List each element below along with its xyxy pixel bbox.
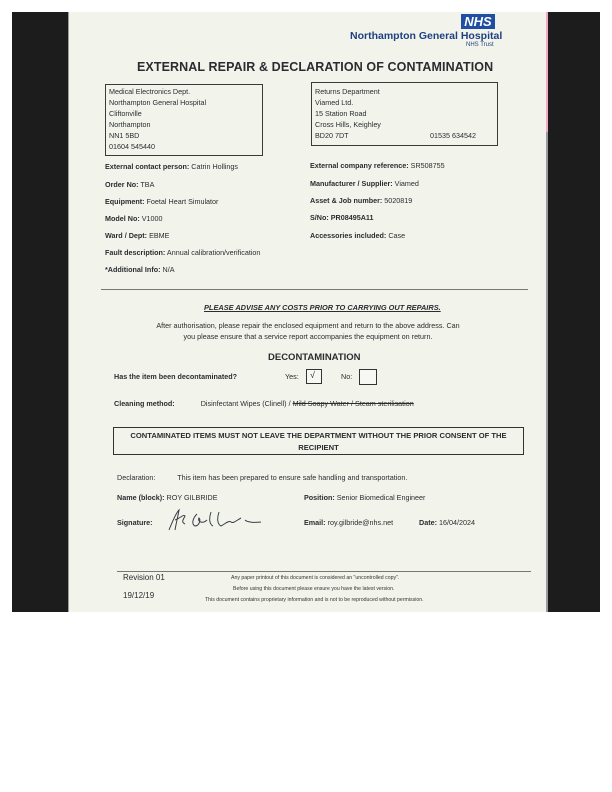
decontaminated-question: Has the item been decontaminated?	[114, 372, 238, 381]
cleaning-method: Cleaning method: Disinfectant Wipes (Clinell) / Mild Soapy Water / Steam sterilisation	[114, 399, 414, 408]
ward-field: Ward / Dept: EBME	[105, 231, 170, 240]
asset-field: Asset & Job number: 5020819	[310, 196, 413, 205]
repair-form	[69, 12, 546, 612]
no-checkbox[interactable]	[359, 369, 377, 385]
fault-field: Fault description: Annual calibration/verification	[105, 248, 261, 257]
trust-name: NHS Trust	[466, 42, 494, 48]
returns-line: BD20 7DT	[315, 131, 349, 140]
nhs-logo: NHS	[461, 14, 495, 29]
manufacturer-field: Manufacturer / Supplier: Viamed	[310, 179, 419, 188]
additional-field: *Additional Info: N/A	[105, 265, 175, 274]
sender-line: Northampton General Hospital	[109, 98, 207, 107]
returns-phone: 01535 634542	[430, 131, 476, 140]
order-field: Order No: TBA	[105, 180, 155, 189]
sender-line: 01604 545440	[109, 142, 155, 151]
signature-label: Signature:	[117, 518, 153, 527]
advise-costs: PLEASE ADVISE ANY COSTS PRIOR TO CARRYING OUT REPAIRS.	[204, 303, 441, 312]
sender-address-box	[105, 84, 263, 156]
footer-note: Before using this document please ensure you have the latest version.	[233, 586, 395, 592]
yes-label: Yes:	[285, 372, 299, 381]
footer-divider	[117, 571, 531, 572]
position-field: Position: Senior Biomedical Engineer	[304, 493, 426, 502]
returns-line: Cross Hills, Keighley	[315, 120, 381, 129]
model-field: Model No: V1000	[105, 214, 163, 223]
returns-line: Viamed Ltd.	[315, 98, 354, 107]
returns-line: 15 Station Road	[315, 109, 367, 118]
declaration: Declaration: This item has been prepared to ensure safe handling and transportation.	[117, 473, 408, 482]
sender-line: NN1 5BD	[109, 131, 140, 140]
no-label: No:	[341, 372, 353, 381]
returns-address-box	[311, 82, 498, 146]
sender-line: Northampton	[109, 120, 151, 129]
email-field: Email: roy.gilbride@nhs.net	[304, 518, 394, 527]
contamination-warning: CONTAMINATED ITEMS MUST NOT LEAVE THE DEPARTMENT WITHOUT THE PRIOR CONSENT OF THE RECIPIENT	[113, 427, 524, 455]
check-mark-icon: √	[310, 370, 315, 380]
contact-field: External contact person: Catrin Hollings	[105, 162, 239, 171]
serial-field: S/No: PR08495A11	[310, 213, 374, 222]
sender-line: Cliftonville	[109, 109, 142, 118]
authorisation-text: After authorisation, please repair the enclosed equipment and return to the above address. Can you please ensure that a service report accompanies the equipment on return.	[156, 321, 460, 341]
accessories-field: Accessories included: Case	[310, 231, 406, 240]
handwritten-signature	[163, 506, 273, 534]
divider	[101, 289, 528, 290]
footer-note: Any paper printout of this document is considered an "uncontrolled copy".	[231, 575, 400, 581]
sender-line: Medical Electronics Dept.	[109, 87, 191, 96]
decontamination-heading: DECONTAMINATION	[268, 352, 361, 363]
revision: Revision 01	[123, 573, 165, 582]
form-title: EXTERNAL REPAIR & DECLARATION OF CONTAMINATION	[137, 60, 494, 74]
footer-note: This document contains proprietary information and is not to be reproduced without permission.	[205, 597, 424, 603]
yes-checkbox[interactable]	[306, 369, 322, 384]
equipment-field: Equipment: Foetal Heart Simulator	[105, 197, 219, 206]
returns-line: Returns Department	[315, 87, 380, 96]
hospital-name: Northampton General Hospital	[350, 30, 503, 42]
document-photo	[12, 12, 600, 612]
name-field: Name (block): ROY GILBRIDE	[117, 493, 218, 502]
revision-date: 19/12/19	[123, 591, 155, 600]
date-field: Date: 16/04/2024	[419, 518, 475, 527]
ext-ref-field: External company reference: SR508755	[310, 161, 445, 170]
